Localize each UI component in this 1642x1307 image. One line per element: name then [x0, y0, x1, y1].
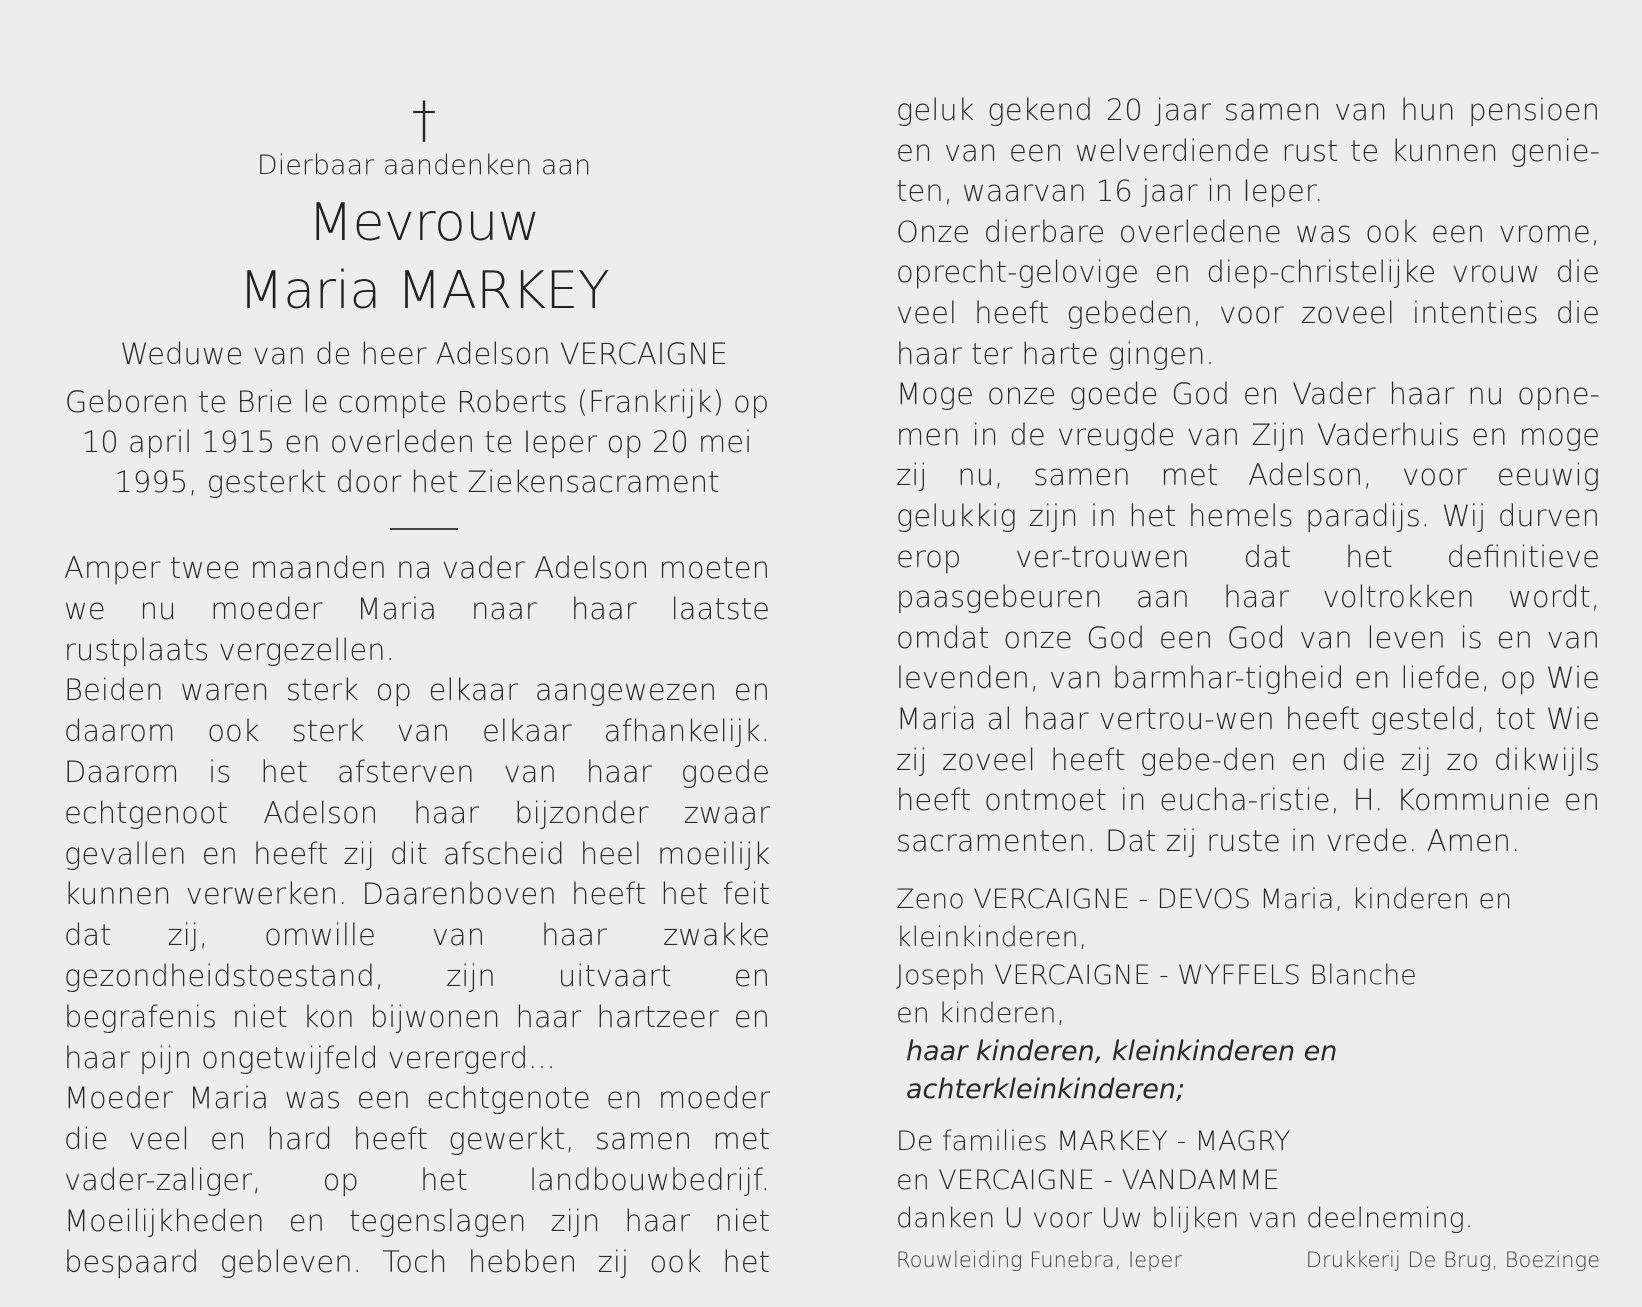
widow-line: Weduwe van de heer Adelson VERCAIGNE [120, 337, 728, 371]
left-column [64, 92, 770, 1282]
thanks-line: danken U voor Uw blijken van deelneming. [896, 1203, 1474, 1235]
right-column [896, 90, 1600, 1239]
paragraph: Amper twee maanden na vader Adelson moeten we nu moeder Maria naar haar laatste rustplaats vergezellen. [64, 551, 770, 667]
born-line: 1995, gesterkt door het Ziekensacrament [114, 465, 720, 499]
honorific-title: Mevrouw [308, 193, 540, 253]
thanks-line: De families MARKEY - MAGRY [896, 1126, 1291, 1158]
family-line: Zeno VERCAIGNE - DEVOS Maria, kinderen en [896, 884, 1513, 916]
family-list [896, 881, 1600, 1109]
born-line: 10 april 1915 en overleden te Ieper op 20 mei [81, 425, 753, 459]
family-italic-line: haar kinderen, kleinkinderen en achterkleinkinderen; [906, 1036, 1338, 1106]
paragraph: Moeder Maria was een echtgenote en moeder die veel en hard heeft gewerkt, samen met vader-zaliger, op het landbouwbedrijf. Moeilijkheden en tegenslagen zijn haar niet bespaard gebleven. Toch hebben zij ook het [64, 1081, 770, 1279]
printer-credit: Drukkerij De Brug, Boezinge [1305, 1248, 1600, 1272]
born-line: Geboren te Brie le compte Roberts (Frankrijk) op [64, 385, 770, 419]
birth-death-info [64, 382, 770, 502]
family-line: Joseph VERCAIGNE - WYFFELS Blanche [896, 960, 1417, 992]
cross-icon: † [411, 91, 437, 149]
memory-line: Dierbaar aandenken aan [256, 150, 592, 181]
paragraph: Moge onze goede God en Vader haar nu opne-men in de vreugde van Zijn Vaderhuis en moge zij nu, samen met Adelson, voor eeuwig gelukkig zijn in het hemels paradijs. Wij durven erop ver-trouwen dat het definitieve paasgebeuren aan haar voltrokken wordt, omdat onze God een God van leven is en van levenden, van barmhar-tigheid en liefde, op Wie Maria al haar vertrou-wen heeft gesteld, tot Wie zij zoveel heeft gebe-den en die zij zo dikwijls heeft ontmoet in eucha-ristie, H. Kommunie en sacramenten. Dat zij ruste in vrede. Amen. [896, 377, 1600, 858]
thanks-line: en VERCAIGNE - VANDAMME [896, 1164, 1280, 1196]
deceased-name: Maria MARKEY [238, 261, 610, 321]
undertaker-credit: Rouwleiding Funebra, Ieper [896, 1248, 1182, 1272]
paragraph: geluk gekend 20 jaar samen van hun pensioen en van een welverdiende rust te kunnen genie-ten, waarvan 16 jaar in Ieper. [896, 93, 1600, 209]
footer [896, 1248, 1600, 1272]
family-line: en kinderen, [896, 998, 1066, 1030]
thanks-block [896, 1123, 1600, 1239]
divider [390, 528, 458, 530]
paragraph: Onze dierbare overledene was ook een vrome, oprecht-gelovige en diep-christelijke vrouw die veel heeft gebeden, voor zoveel intenties die haar ter harte gingen. [896, 214, 1600, 371]
paragraph: Beiden waren sterk op elkaar aangewezen en daarom ook sterk van elkaar afhankelijk. Daarom is het afsterven van haar goede echtgenoot Adelson haar bijzonder zwaar gevallen en heeft zij dit afscheid heel moeilijk kunnen verwerken. Daarenboven heeft het feit dat zij, omwille van haar zwakke gezondheidstoestand, zijn uitvaart en begrafenis niet kon bijwonen haar hartzeer en haar pijn ongetwijfeld verergerd... [64, 673, 770, 1075]
family-line: kleinkinderen, [896, 922, 1088, 954]
